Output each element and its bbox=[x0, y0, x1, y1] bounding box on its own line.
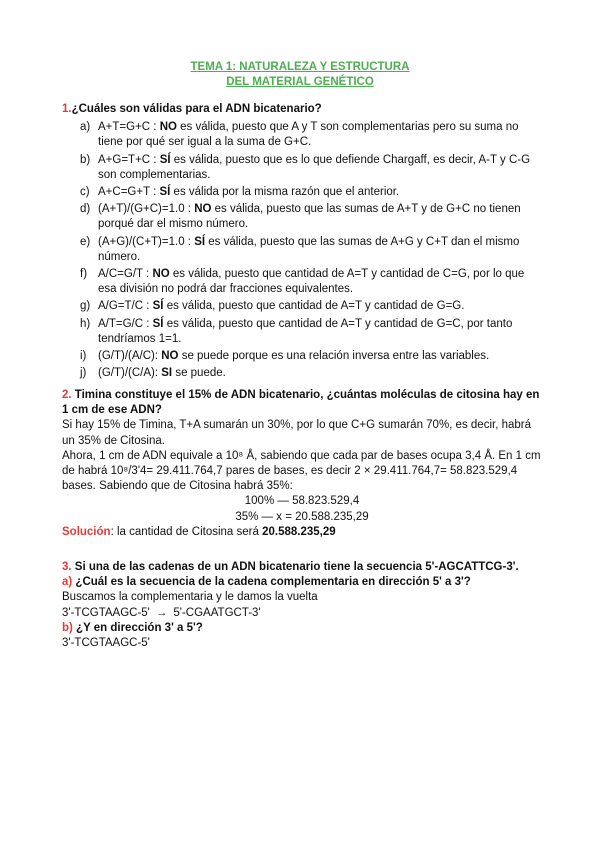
question-1 bbox=[62, 102, 542, 383]
item-explanation: se puede. bbox=[172, 367, 226, 380]
arrow-right-icon: → bbox=[155, 606, 168, 619]
paragraph: Si hay 15% de Timina, T+A sumarán un 30%, por lo que C+G sumarán 70%, es decir, habrá un 35% de Citosina. bbox=[62, 419, 531, 447]
item-expression: A/C=G/T : bbox=[98, 268, 153, 281]
item-expression: (A+T)/(G+C)=1.0 : bbox=[98, 203, 195, 216]
item-explanation: es válida por la misma razón que el anterior. bbox=[170, 186, 400, 199]
item-verdict: SÍ bbox=[159, 153, 171, 166]
item-letter: d) bbox=[80, 203, 91, 216]
subquestion-text: ¿Cuál es la secuencia de la cadena complementaria en dirección 5' a 3'? bbox=[72, 576, 471, 589]
question-2-heading bbox=[62, 388, 542, 418]
answer-item bbox=[62, 366, 542, 381]
answer-item bbox=[62, 185, 542, 200]
answer-item bbox=[62, 153, 542, 183]
question-3-heading bbox=[62, 560, 542, 575]
answer-item bbox=[62, 349, 542, 364]
answer-item bbox=[62, 202, 542, 232]
answer-item bbox=[62, 235, 542, 265]
answer-item bbox=[62, 120, 542, 150]
item-letter: h) bbox=[80, 317, 91, 330]
sequence: 3'-TCGTAAGC-5' bbox=[62, 606, 150, 619]
item-verdict: SÍ bbox=[194, 235, 206, 248]
item-expression: A/G=T/C : bbox=[98, 300, 153, 313]
item-explanation: es válida, puesto que cantidad de A=T y cantidad de G=G. bbox=[163, 300, 465, 313]
sequence-line bbox=[62, 606, 542, 621]
item-letter: a) bbox=[80, 121, 91, 134]
item-expression: A+C=G+T : bbox=[98, 186, 160, 199]
item-verdict: SÍ bbox=[152, 300, 164, 313]
subquestion-b bbox=[62, 621, 542, 636]
title-line-2: DEL MATERIAL GENÉTICO bbox=[226, 76, 374, 89]
item-explanation: es válida, puesto que las sumas de A+G y C+T dan el mismo número. bbox=[98, 235, 520, 263]
item-letter: c) bbox=[80, 186, 90, 199]
equation-line: 35% — x = 20.588.235,29 bbox=[235, 510, 369, 523]
item-explanation: es válida, puesto que cantidad de A=T y cantidad de G=C, por tanto tendríamos 1=1. bbox=[98, 317, 513, 345]
solution-text: : la cantidad de Citosina será bbox=[110, 525, 263, 538]
sequence-line: 3'-TCGTAAGC-5' bbox=[62, 637, 150, 650]
item-verdict: NO bbox=[152, 268, 170, 281]
solution-line bbox=[62, 525, 542, 540]
title-line-1: TEMA 1: NATURALEZA Y ESTRUCTURA bbox=[190, 61, 410, 73]
solution-value: 20.588.235,29 bbox=[262, 525, 336, 538]
item-explanation: es válida, puesto que las sumas de A+T y de G+C no tienen porqué dar el mismo número. bbox=[98, 203, 521, 231]
question-text: ¿Cuáles son válidas para el ADN bicatenario? bbox=[71, 103, 322, 115]
sequence: 5'-CGAATGCT-3' bbox=[173, 606, 261, 619]
item-explanation: se puede porque es una relación inversa entre las variables. bbox=[178, 350, 490, 363]
item-letter: f) bbox=[80, 268, 88, 281]
item-letter: g) bbox=[80, 300, 91, 313]
item-verdict: NO bbox=[161, 350, 179, 363]
paragraph: Ahora, 1 cm de ADN equivale a 10⁸ Å, sabiendo que cada par de bases ocupa 3,4 Å. En 1 cm de habrá 10⁸/3'4= 29.411.764,7 pares de bases, es decir 2 × 29.411.764,7= 58.823.529,4 bases. Sabiendo que de Citosina habrá 35%: bbox=[62, 449, 541, 493]
item-explanation: es válida, puesto que cantidad de A=T y cantidad de C=G, por lo que esa división no podrá dar fracciones equivalentes. bbox=[98, 268, 525, 296]
subquestion-label: b) bbox=[62, 621, 73, 634]
question-1-heading bbox=[62, 102, 542, 117]
document-title bbox=[0, 60, 600, 90]
answer-item bbox=[62, 317, 542, 347]
item-verdict: SÍ bbox=[159, 186, 171, 199]
paragraph: Buscamos la complementaria y le damos la vuelta bbox=[62, 591, 318, 604]
answer-list bbox=[62, 120, 542, 381]
question-3 bbox=[62, 560, 542, 651]
subquestion-label: a) bbox=[62, 576, 73, 589]
subquestion-text: ¿Y en dirección 3' a 5'? bbox=[72, 621, 203, 634]
item-expression: (G/T)/(C/A): bbox=[98, 367, 162, 380]
item-verdict: NO bbox=[194, 203, 212, 216]
answer-item bbox=[62, 299, 542, 314]
question-number: 1. bbox=[62, 103, 72, 115]
question-text: Si una de las cadenas de un ADN bicatenario tiene la secuencia 5'-AGCATTCG-3'. bbox=[71, 561, 519, 573]
item-explanation: es válida, puesto que es lo que defiende Chargaff, es decir, A-T y C-G son complementarias. bbox=[98, 153, 531, 181]
item-explanation: es válida, puesto que A y T son complementarias pero su suma no tiene por qué ser igual a la suma de G+C. bbox=[98, 121, 519, 149]
item-verdict: SI bbox=[161, 367, 173, 380]
item-expression: (G/T)/(A/C): bbox=[98, 350, 162, 363]
subquestion-a bbox=[62, 575, 542, 590]
solution-label: Solución bbox=[62, 525, 111, 538]
question-number: 3. bbox=[62, 561, 72, 573]
question-text: Timina constituye el 15% de ADN bicatenario, ¿cuántas moléculas de citosina hay en 1 cm de ese ADN? bbox=[62, 389, 540, 417]
item-verdict: NO bbox=[159, 121, 177, 134]
item-letter: i) bbox=[80, 350, 87, 363]
item-expression: (A+G)/(C+T)=1.0 : bbox=[98, 235, 195, 248]
question-2 bbox=[62, 388, 542, 540]
item-verdict: SÍ bbox=[152, 317, 164, 330]
question-number: 2. bbox=[62, 389, 72, 401]
item-expression: A/T=G/C : bbox=[98, 317, 153, 330]
answer-item bbox=[62, 267, 542, 297]
item-letter: b) bbox=[80, 153, 91, 166]
equation-line: 100% — 58.823.529,4 bbox=[244, 495, 360, 508]
item-letter: e) bbox=[80, 235, 91, 248]
item-letter: j) bbox=[80, 367, 87, 380]
item-expression: A+G=T+C : bbox=[98, 153, 160, 166]
item-expression: A+T=G+C : bbox=[98, 121, 160, 134]
